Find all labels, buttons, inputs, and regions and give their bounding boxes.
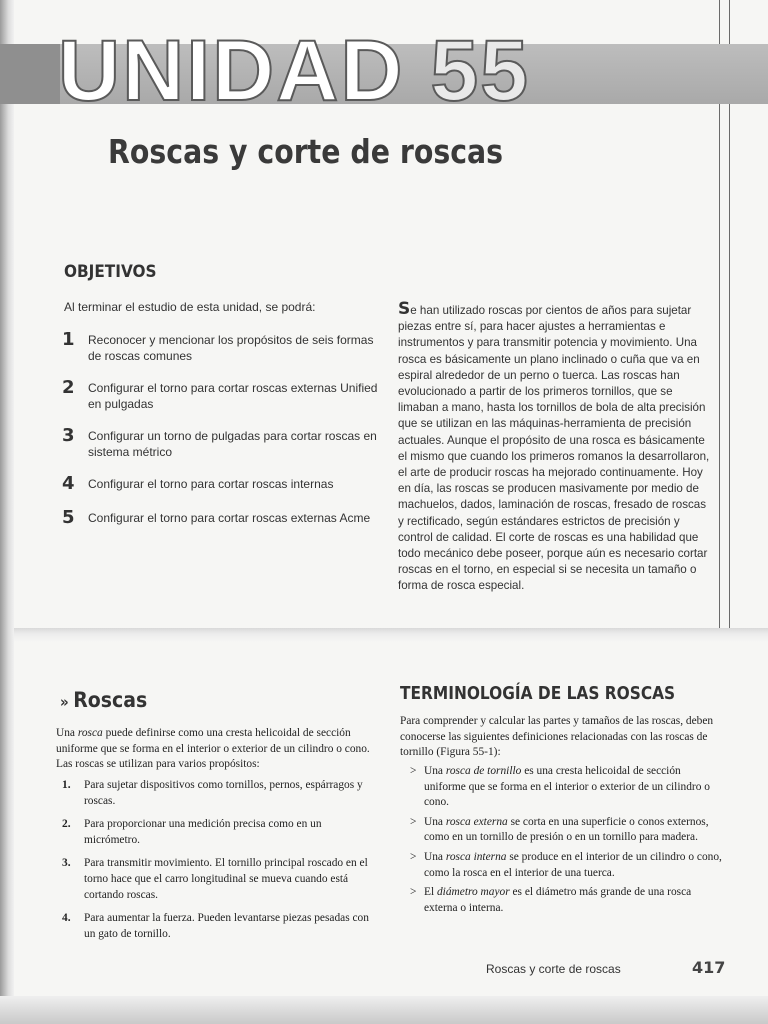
roscas-purposes-list xyxy=(56,778,376,950)
purpose-number: 2. xyxy=(62,818,71,831)
objective-text: Reconocer y mencionar los propósitos de seis formas de roscas comunes xyxy=(88,333,374,363)
page-bottom-shadow xyxy=(0,996,768,1024)
objective-item xyxy=(62,330,382,364)
defined-term: rosca externa xyxy=(445,815,508,828)
objective-item xyxy=(62,474,382,494)
definition-item xyxy=(410,764,722,811)
definition-text xyxy=(424,764,722,811)
unit-header-band-left xyxy=(0,44,60,104)
definition-text-part: Una xyxy=(424,815,446,828)
definition-text-part: es una cresta helicoidal de sección uniforme que se forma en el interior o exterior de un cilindro o cono. xyxy=(424,765,710,809)
objective-text: Configurar un torno de pulgadas para cortar roscas en sistema métrico xyxy=(88,429,377,459)
bullet-arrow-icon: > xyxy=(410,815,417,828)
objective-number: 3 xyxy=(62,425,75,446)
purpose-item xyxy=(56,856,376,903)
definition-text xyxy=(424,850,722,881)
purpose-number: 4. xyxy=(62,912,71,925)
definition-text-part: Una xyxy=(424,765,446,777)
definition-item xyxy=(410,815,722,846)
definition-text-part: Una xyxy=(424,850,446,863)
objective-text: Configurar el torno para cortar roscas externas Unified en pulgadas xyxy=(88,381,378,411)
defined-term: diámetro mayor xyxy=(436,886,510,899)
objective-item xyxy=(62,508,382,528)
objective-item xyxy=(62,378,382,412)
unit-number: 55 xyxy=(430,28,531,112)
bullet-arrow-icon: > xyxy=(410,886,417,899)
objective-number: 5 xyxy=(62,507,75,528)
purpose-item xyxy=(56,911,376,942)
definition-text xyxy=(424,885,722,916)
objectives-list xyxy=(62,330,382,542)
roscas-term: rosca xyxy=(77,727,103,739)
running-footer-title: Roscas y corte de roscas xyxy=(486,962,621,976)
double-chevron-icon: » xyxy=(60,693,67,711)
objective-item xyxy=(62,426,382,460)
purpose-text: Para aumentar la fuerza. Pueden levantarse piezas pesadas con un gato de tornillo. xyxy=(84,912,369,940)
drop-cap: S xyxy=(398,299,411,319)
definition-text-part: se corta en una superficie o conos externos, como en un tornillo de presión o en un tornillo para madera. xyxy=(424,815,709,844)
definition-text-part: es el diámetro más grande de una rosca externa o interna. xyxy=(424,886,692,914)
page-number: 417 xyxy=(692,958,726,977)
terminology-list xyxy=(410,764,722,920)
purpose-number: 1. xyxy=(62,779,71,791)
intro-paragraph xyxy=(398,299,712,595)
roscas-text-part: puede definirse como una cresta helicoidal de sección uniforme que se forma en el interior o exterior de un cilindro o cono. Las roscas se utilizan para varios propósitos: xyxy=(56,727,370,771)
bullet-arrow-icon: > xyxy=(410,765,417,777)
roscas-heading xyxy=(60,688,147,712)
book-spine-shadow xyxy=(0,0,14,1024)
chapter-title: Roscas y corte de roscas xyxy=(108,132,504,171)
objective-number: 4 xyxy=(62,473,75,494)
objective-number: 1 xyxy=(62,329,75,350)
section-divider xyxy=(14,628,768,642)
definition-text-part: se produce en el interior de un cilindro o cono, como la rosca en el interior de una tuerca. xyxy=(424,850,722,879)
roscas-heading-text: Roscas xyxy=(73,688,148,712)
roscas-paragraph xyxy=(56,726,378,773)
roscas-text-part: Una xyxy=(56,727,78,739)
terminology-heading: TERMINOLOGÍA DE LAS ROSCAS xyxy=(400,684,676,704)
purpose-text: Para transmitir movimiento. El tornillo principal roscado en el torno hace que el carro longitudinal se mueva cuando está cortando roscas. xyxy=(84,857,368,901)
defined-term: rosca interna xyxy=(445,850,507,863)
defined-term: rosca de tornillo xyxy=(445,765,522,777)
unit-word: UNIDAD xyxy=(58,28,405,112)
bullet-arrow-icon: > xyxy=(410,850,417,863)
definition-text xyxy=(424,815,722,846)
purpose-text: Para sujetar dispositivos como tornillos, pernos, espárragos y roscas. xyxy=(84,779,363,807)
intro-paragraph-text: e han utilizado roscas por cientos de años para sujetar piezas entre sí, para hacer ajustes a herramientas e instrumentos y para transmitir potencia y movimiento. Una rosca es básicamente un plano inclinado o cuña que va en espiral alrededor de un perno o tuerca. Las roscas han evolucionado a partir de los primeros tornillos, que se limaban a mano, hasta los tornillos de bola de alta precisión que se utilizan en las máquinas-herramienta de precisión actuales. Aunque el propósito de una rosca es básicamente el mismo que cuando los primeros romanos la desarrollaron, el arte de producir roscas ha mejorado continuamente. Hoy en día, las roscas se producen masivamente por medio de machuelos, dados, laminación de roscas, fresado de roscas y rectificado, según estándares estrictos de precisión y control de calidad. El corte de roscas es una habilidad que todo mecánico debe poseer, porque aún es necesario cortar roscas en el torno, en especial si se necesita un tamaño o forma de rosca especial. xyxy=(398,304,710,593)
objective-number: 2 xyxy=(62,377,75,398)
unit-title xyxy=(58,28,530,112)
objectives-heading: OBJETIVOS xyxy=(64,262,157,282)
purpose-number: 3. xyxy=(62,857,71,870)
purpose-item xyxy=(56,817,376,848)
objective-text: Configurar el torno para cortar roscas internas xyxy=(88,477,334,491)
definition-item xyxy=(410,885,722,916)
objective-text: Configurar el torno para cortar roscas externas Acme xyxy=(88,511,371,525)
definition-item xyxy=(410,850,722,881)
objectives-intro: Al terminar el estudio de esta unidad, se podrá: xyxy=(64,300,316,314)
purpose-item xyxy=(56,778,376,809)
terminology-intro: Para comprender y calcular las partes y tamaños de las roscas, deben conocerse las siguientes definiciones relacionadas con las roscas de tornillo (Figura 55-1): xyxy=(400,715,714,759)
definition-text-part: El xyxy=(424,886,437,899)
purpose-text: Para proporcionar una medición precisa como en un micrómetro. xyxy=(84,818,322,846)
